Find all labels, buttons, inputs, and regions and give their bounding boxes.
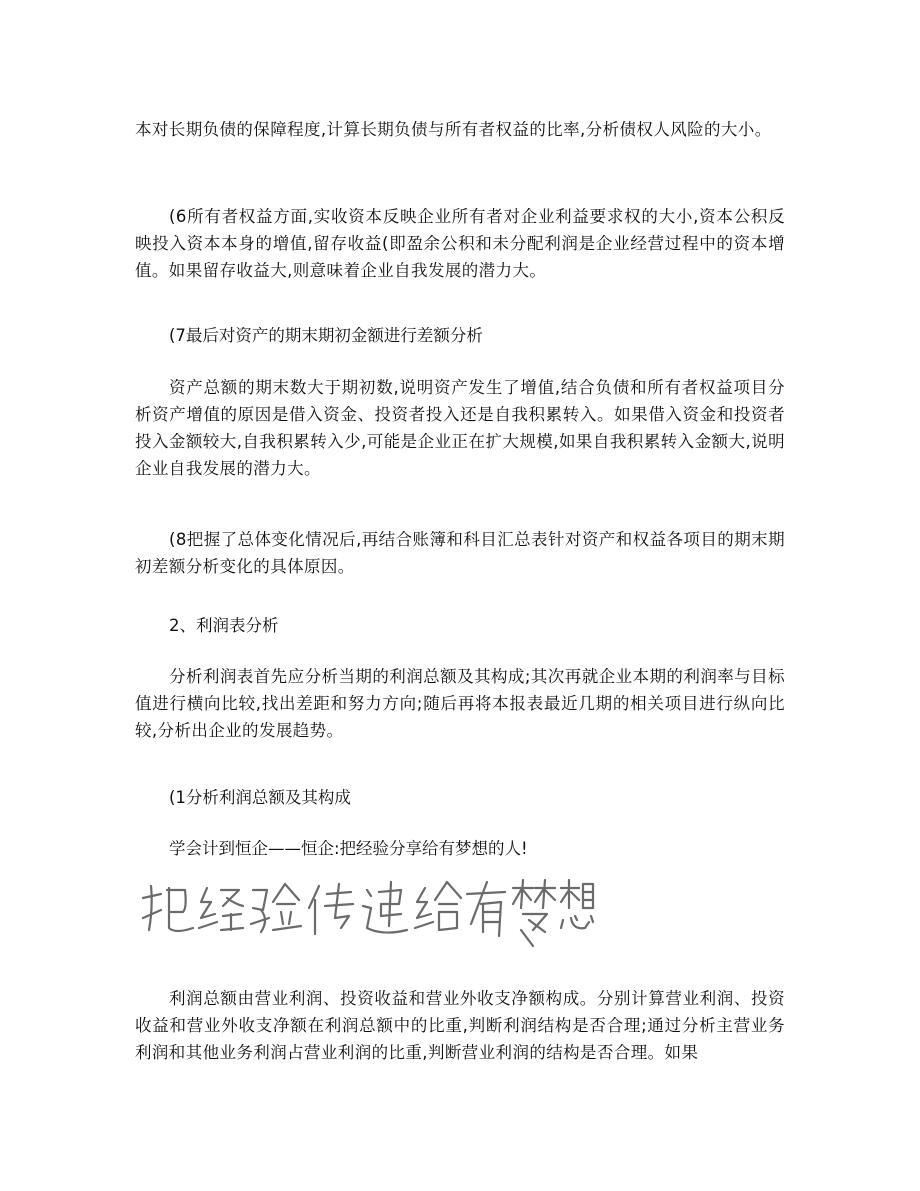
paragraph-asset-growth: 资产总额的期末数大于期初数,说明资产发生了增值,结合负债和所有者权益项目分析资产增值的原因是借入资金、投资者投入还是自我积累转入。如果借入资金和投资者投入金额较大,自我积累转入少,可能是企业正在扩大规模,如果自我积累转入金额大,说明企业自我发展的潜力大。 bbox=[135, 378, 785, 478]
paragraph-long-term-debt: 本对长期负债的保障程度,计算长期负债与所有者权益的比率,分析债权人风险的大小。 bbox=[135, 120, 772, 139]
heading-income-statement: 2、利润表分析 bbox=[169, 616, 279, 635]
paragraph-owner-equity: (6所有者权益方面,实收资本反映企业所有者对企业利益要求权的大小,资本公积反映投入资本本身的增值,留存收益(即盈余公积和未分配利润是企业经营过程中的资本增值。如果留存收益大,则意味着企业自我发展的潜力大。 bbox=[135, 207, 785, 280]
paragraph-profit-structure: 利润总额由营业利润、投资收益和营业外收支净额构成。分别计算营业利润、投资收益和营业外收支净额在利润总额中的比重,判断利润结构是否合理;通过分析主营业务利润和其他业务利润占营业利润的比重,判断营业利润的结构是否合理。如果 bbox=[135, 989, 785, 1062]
heading-profit-composition: (1分析利润总额及其构成 bbox=[169, 788, 351, 807]
slogan-line: 学会计到恒企——恒企:把经验分享给有梦想的人! bbox=[169, 839, 528, 858]
paragraph-income-analysis: 分析利润表首先应分析当期的利润总额及其构成;其次再就企业本期的利润率与目标值进行横向比较,找出差距和努力方向;随后再将本报表最近几期的相关项目进行纵向比较,分析出企业的发展趋势。 bbox=[135, 667, 785, 740]
handwritten-signature bbox=[135, 868, 595, 948]
paragraph-overall-change: (8把握了总体变化情况后,再结合账簿和科目汇总表针对资产和权益各项目的期末期初差额分析变化的具体原因。 bbox=[135, 530, 785, 576]
heading-balance-difference: (7最后对资产的期末期初金额进行差额分析 bbox=[169, 326, 483, 345]
